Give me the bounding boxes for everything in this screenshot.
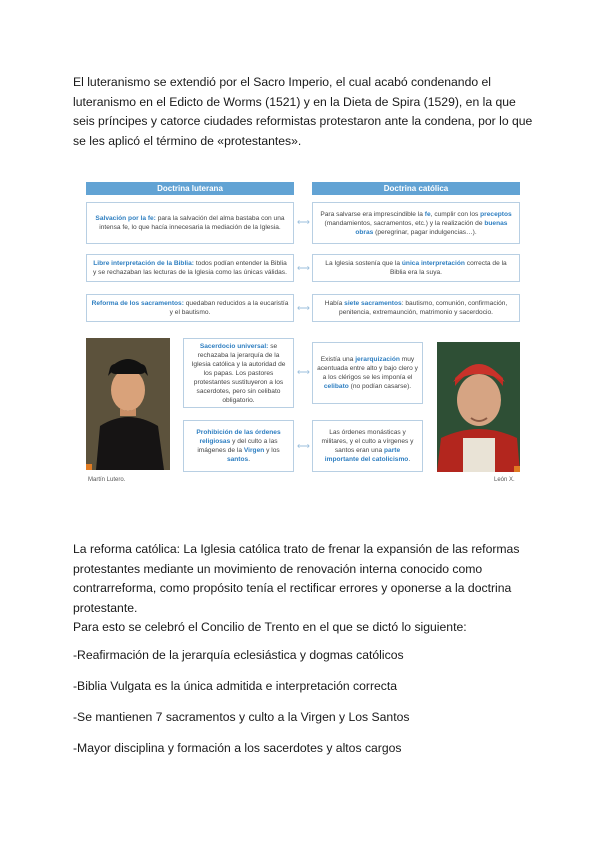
double-arrow-icon: ⟷ xyxy=(297,441,310,451)
box-text: y del culto a las imágenes de la xyxy=(197,438,278,454)
double-arrow-icon: ⟷ xyxy=(297,263,310,273)
hl-text: celibato xyxy=(323,383,349,390)
leo-x-portrait xyxy=(437,342,520,472)
box-text: (peregrinar, pagar indulgencias…). xyxy=(373,228,477,236)
box-text: se rechazaba la jerarquía de la Iglesia católica y la autoridad de los papas. Los pastores protestantes sustituyeron a los sacerdotes, pero sin celibato obligatorio. xyxy=(191,342,286,404)
box-text: para la salvación del alma bastaba con una intensa fe, lo que hacía innecesaria la mediación de la Iglesia. xyxy=(99,215,285,231)
caption-leo-x: León X. xyxy=(494,477,515,483)
catholic-salvation-box xyxy=(312,202,520,244)
box-text: quedaban reducidos a la eucaristía y el bautismo. xyxy=(169,300,289,316)
doctrine-comparison-figure xyxy=(86,182,520,492)
figure-corner-marker xyxy=(86,464,92,470)
lutheran-salvation-box xyxy=(86,202,294,244)
box-text: Las órdenes monásticas y militares, y el culto a vírgenes y santos eran una xyxy=(321,429,414,454)
bullet-item: -Biblia Vulgata es la única admitida e interpretación correcta xyxy=(73,679,398,693)
box-text: muy acentuada entre alto y bajo clero y a los clérigos se les imponía el xyxy=(317,356,418,381)
catholic-sacraments-box xyxy=(312,294,520,322)
reform-section xyxy=(73,540,535,638)
hl-text: única interpretación xyxy=(401,260,465,267)
lutheran-orders-box xyxy=(183,420,294,472)
hl-text: Libre interpretación de la Biblia: xyxy=(93,260,194,267)
intro-paragraph: El luteranismo se extendió por el Sacro Imperio, el cual acabó condenando el luteranismo en el Edicto de Worms (1521) y en la Dieta de Spira (1529), en la que seis príncipes y catorce ciudades reformistas protestaron ante la condena, por lo que se les aplicó el término de «protestantes». xyxy=(73,75,533,148)
figure-corner-marker xyxy=(514,466,520,472)
catholic-hierarchy-box xyxy=(312,342,423,404)
box-text: : bautismo, comunión, confirmación, penitencia, extremaunción, matrimonio y sacerdocio. xyxy=(339,300,508,316)
double-arrow-icon: ⟷ xyxy=(297,303,310,313)
lutheran-bible-box xyxy=(86,254,294,282)
bullet-item: -Reafirmación de la jerarquía eclesiástica y dogmas católicos xyxy=(73,648,404,662)
hl-text: fe xyxy=(424,210,431,218)
lutheran-priesthood-box xyxy=(183,338,294,408)
box-text: Existía una xyxy=(320,356,356,363)
hl-text: Salvación por la fe: xyxy=(95,215,156,222)
hl-text: santos xyxy=(226,456,249,463)
double-arrow-icon: ⟷ xyxy=(297,217,310,227)
caption-martin-luther: Martín Lutero. xyxy=(88,477,126,483)
lutheran-doctrine-header: Doctrina luterana xyxy=(86,182,294,195)
box-text: Para salvarse era imprescindible la xyxy=(320,210,425,218)
reform-paragraph: La reforma católica: La Iglesia católica trato de frenar la expansión de las reformas protestantes mediante un movimiento de renovación interna conocido como contrarreforma, como propósito tenía el rectificar errores y oponerse a la doctrina protestante. xyxy=(73,542,520,615)
box-text: (mandamientos, sacramentos, etc.) y la realización de xyxy=(324,219,485,227)
box-text: , cumplir con los xyxy=(430,210,481,218)
bullet-item: -Se mantienen 7 sacramentos y culto a la Virgen y Los Santos xyxy=(73,710,410,724)
box-text: correcta de la Biblia era la suya. xyxy=(389,260,507,276)
box-text: Había xyxy=(324,300,345,307)
hl-text: preceptos xyxy=(480,210,512,218)
martin-luther-portrait xyxy=(86,338,170,470)
catholic-bible-box xyxy=(312,254,520,282)
hl-text: siete sacramentos xyxy=(344,300,402,307)
catholic-doctrine-header: Doctrina católica xyxy=(312,182,520,195)
box-text: . xyxy=(248,456,251,463)
hl-text: Sacerdocio universal: xyxy=(199,342,269,350)
box-text: todos podían entender la Biblia y se rechazaban las lecturas de la Iglesia como las únicas válidas. xyxy=(93,260,287,276)
hl-text: Virgen xyxy=(243,447,265,454)
leo-x-portrait-image xyxy=(437,342,520,472)
hl-text: Prohibición de las órdenes religiosas xyxy=(196,429,281,445)
box-text: La Iglesia sostenía que la xyxy=(325,260,402,267)
hl-text: buenas obras xyxy=(355,219,508,236)
double-arrow-icon: ⟷ xyxy=(297,367,310,377)
hl-text: jerarquización xyxy=(355,356,400,363)
catholic-orders-box xyxy=(312,420,423,472)
box-text: . xyxy=(408,456,411,463)
box-text: y los xyxy=(264,447,280,454)
bullet-item: -Mayor disciplina y formación a los sacerdotes y altos cargos xyxy=(73,741,402,755)
martin-luther-portrait-image xyxy=(86,338,170,470)
hl-text: parte importante del catolicismo xyxy=(324,447,409,463)
box-text: (no podían casarse). xyxy=(348,383,412,390)
hl-text: Reforma de los sacramentos: xyxy=(91,300,184,307)
trent-intro: Para esto se celebró el Concilio de Trento en el que se dictó lo siguiente: xyxy=(73,620,467,634)
lutheran-sacraments-box xyxy=(86,294,294,322)
